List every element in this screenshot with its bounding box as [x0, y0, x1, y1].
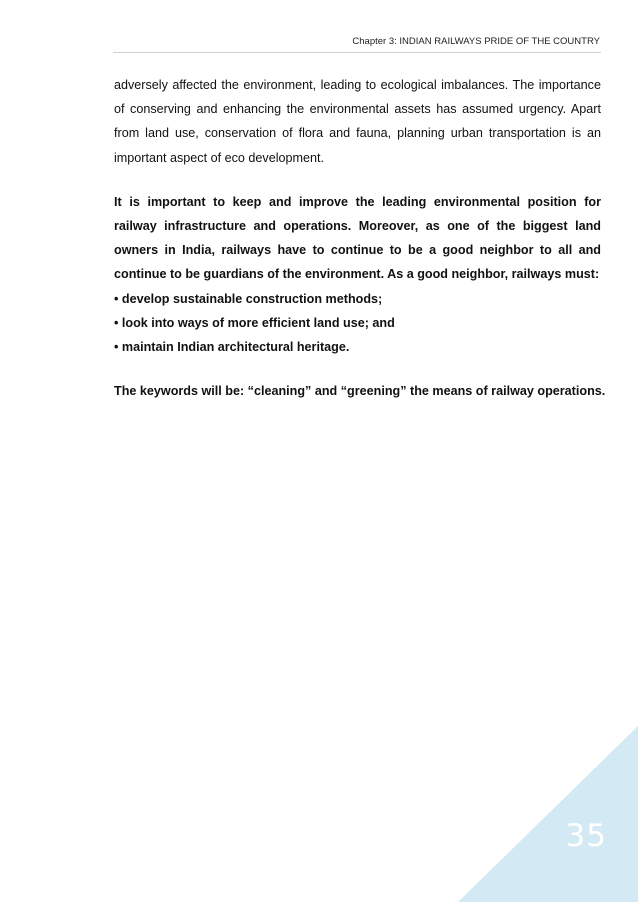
bullet-item: • develop sustainable construction methods; [114, 291, 383, 306]
paragraph-keywords: The keywords will be: “cleaning” and “greening” the means of railway operations. [114, 384, 606, 399]
chapter-header: Chapter 3: INDIAN RAILWAYS PRIDE OF THE COUNTRY [352, 36, 600, 47]
bullet-item: • maintain Indian architectural heritage. [114, 340, 350, 355]
header-divider [113, 52, 601, 53]
paragraph-spacer [114, 359, 601, 379]
page-number: 35 [565, 818, 607, 854]
corner-triangle-decoration [458, 726, 638, 902]
paragraph-spacer [114, 170, 601, 190]
paragraph-environment: adversely affected the environment, leading to ecological imbalances. The importance of conserving and enhancing the environmental assets has assumed urgency. Apart from land use, conservation of flora and fauna, planning urban transportation is an important aspect of eco development. [114, 78, 601, 165]
page-body [114, 73, 606, 403]
bullet-item: • look into ways of more efficient land use; and [114, 315, 395, 330]
paragraph-railway-position: It is important to keep and improve the leading environmental position for railway infrastructure and operations. Moreover, as one of the biggest land owners in India, railways have to continue to be a good neighbor to all and continue to be guardians of the environment. As a good neighbor, railways must: [114, 194, 601, 282]
